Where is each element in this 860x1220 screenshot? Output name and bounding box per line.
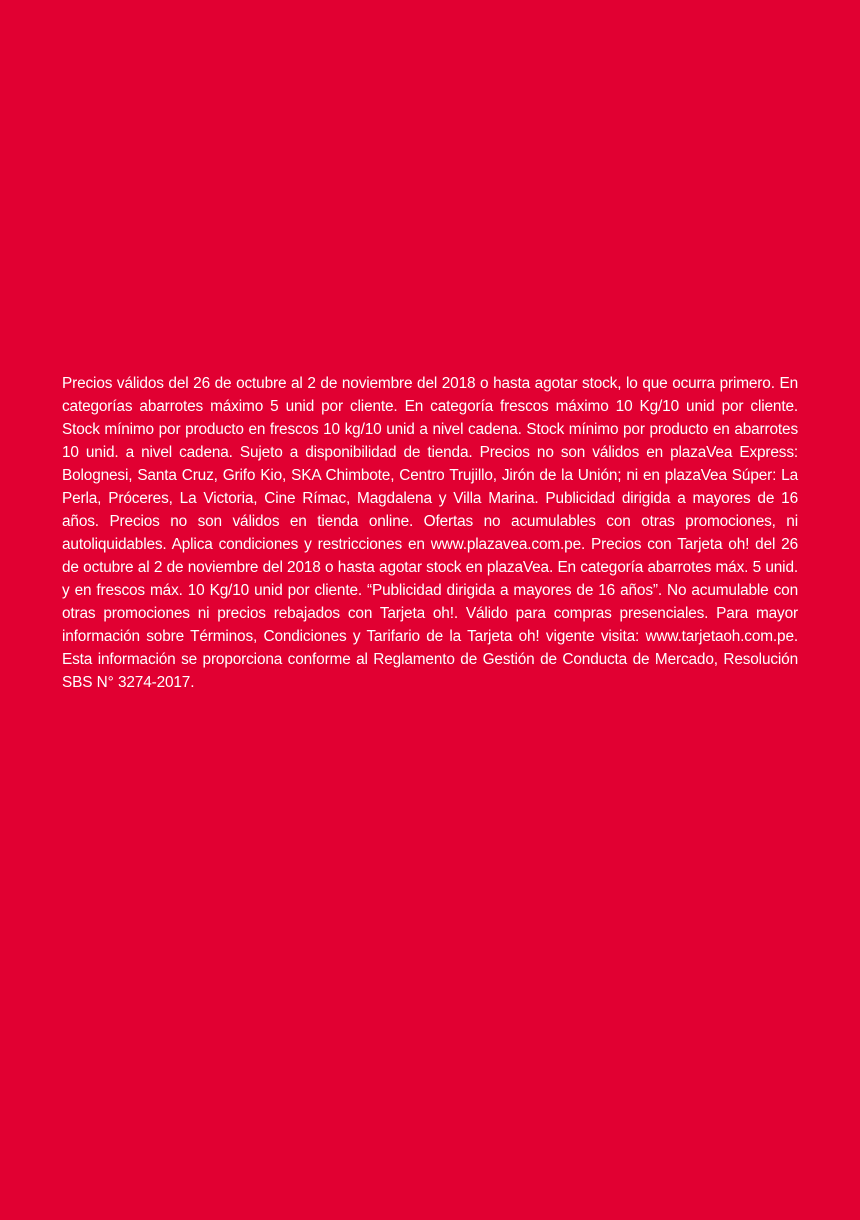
legal-disclaimer-text: Precios válidos del 26 de octubre al 2 de noviembre del 2018 o hasta agotar stock, lo que ocurra primero. En categorías abarrotes máximo 5 unid por cliente. En categoría frescos máximo 10 Kg/10 unid por cliente. Stock mínimo por producto en frescos 10 kg/10 unid a nivel cadena. Stock mínimo por producto en abarrotes 10 unid. a nivel cadena. Sujeto a disponibilidad de tienda. Precios no son válidos en plazaVea Express: Bolognesi, Santa Cruz, Grifo Kio, SKA Chimbote, Centro Trujillo, Jirón de la Unión; ni en plazaVea Súper: La Perla, Próceres, La Victoria, Cine Rímac, Magdalena y Villa Marina. Publicidad dirigida a mayores de 16 años. Precios no son válidos en tienda online. Ofertas no acumulables con otras promociones, ni autoliquidables. Aplica condiciones y restricciones en www.plazavea.com.pe. Precios con Tarjeta oh! del 26 de octubre al 2 de noviembre del 2018 o hasta agotar stock en plazaVea. En categoría abarrotes máx. 5 unid. y en frescos máx. 10 Kg/10 unid por cliente. “Publicidad dirigida a mayores de 16 años”. No acumulable con otras promociones ni precios rebajados con Tarjeta oh!. Válido para compras presenciales. Para mayor información sobre Términos, Condiciones y Tarifario de la Tarjeta oh! vigente visita: www.tarjetaoh.com.pe. Esta información se proporciona conforme al Reglamento de Gestión de Conducta de Mercado, Resolución SBS N° 3274-2017. (62, 375, 798, 691)
